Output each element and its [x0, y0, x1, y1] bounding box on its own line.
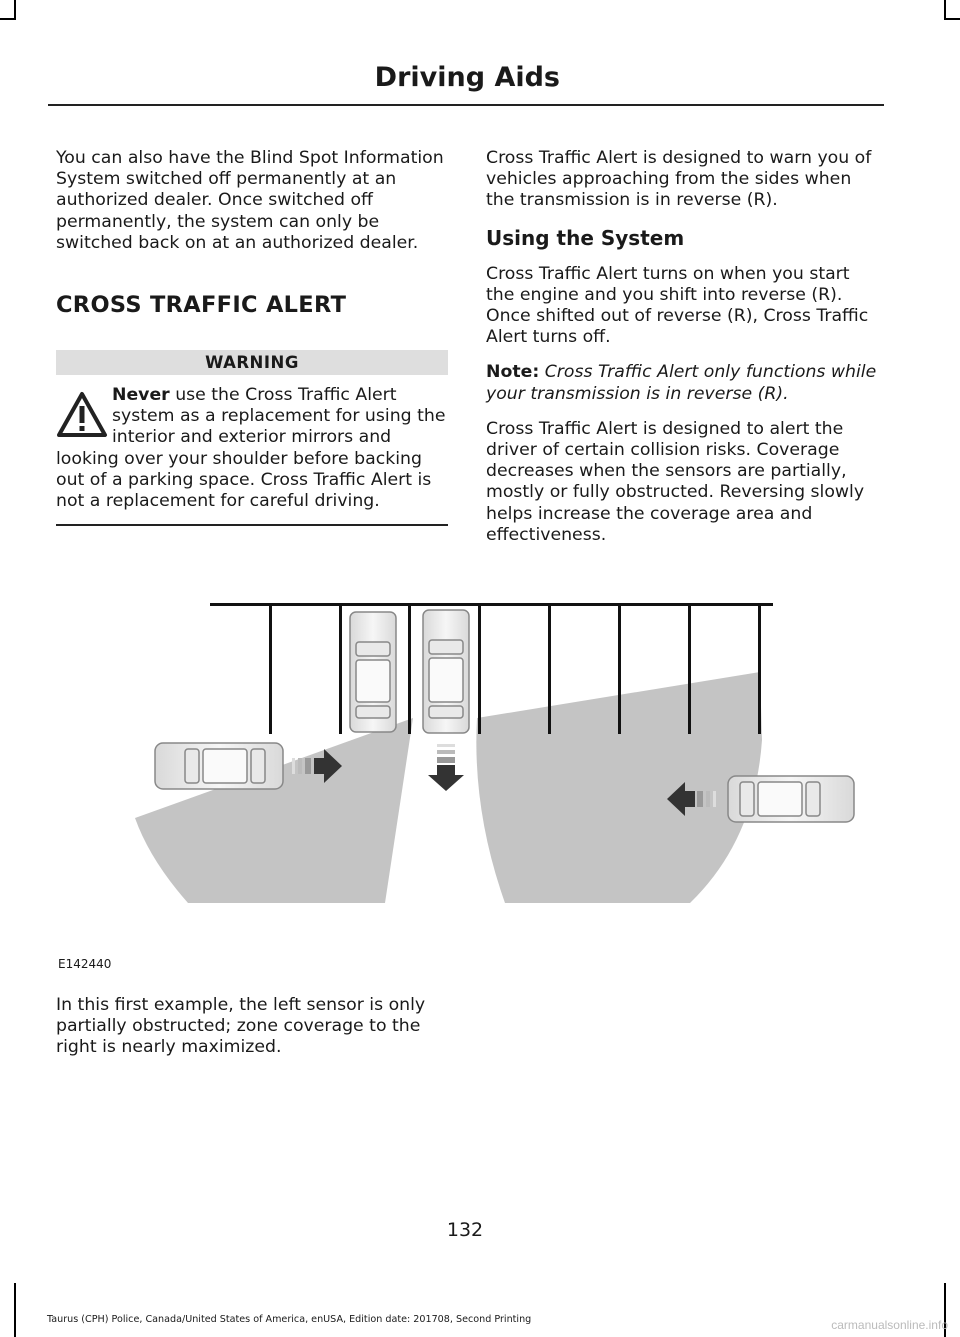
parking-line [269, 606, 272, 734]
coverage-paragraph: Cross Traffic Alert is designed to alert the driver of certain collision risks. Coverage decreases when the sensors are partially, mostly or fully obstructed. Reversing slowly helps increase the coverage area and effectiveness. [486, 418, 865, 545]
parking-line [478, 606, 481, 734]
parking-line [758, 606, 761, 734]
section-heading: CROSS TRAFFIC ALERT [56, 292, 347, 319]
crop-mark [14, 1283, 16, 1337]
note-paragraph [486, 362, 878, 404]
left-column [56, 148, 448, 526]
page-number: 132 [446, 1219, 484, 1241]
warning-lead: Never [112, 385, 170, 406]
crop-mark [14, 0, 16, 18]
crop-mark [944, 0, 946, 18]
watermark: carmanualsonline.info [831, 1318, 948, 1332]
subsection-heading: Using the System [486, 225, 685, 250]
note-label: Note: [486, 362, 540, 383]
intro-paragraph: You can also have the Blind Spot Information System switched off permanently at an authorized dealer. Once switched off permanently, the system can only be switched back on at an authorized dealer. [56, 148, 444, 253]
footer-text: Taurus (CPH) Police, Canada/United States of America, enUSA, Edition date: 201708, Second Printing [47, 1314, 532, 1325]
crop-mark [0, 18, 16, 20]
header-divider [48, 104, 884, 106]
figure-caption: In this first example, the left sensor is only partially obstructed; zone coverage to the right is nearly maximized. [56, 995, 426, 1058]
left-approaching-car [155, 743, 283, 789]
right-column [486, 148, 878, 560]
parked-car [350, 612, 396, 732]
right-approaching-car [728, 776, 854, 822]
warning-label: WARNING [56, 350, 448, 375]
warning-text: use the Cross Traffic Alert system as a replacement for using the interior and exterior mirrors and looking over your shoulder before backing out of a parking space. Cross Traffic Alert is not a replacement for careful driving. [56, 385, 446, 512]
usage-paragraph: Cross Traffic Alert turns on when you start the engine and you shift into reverse (R). Once shifted out of reverse (R), Cross Traffic Alert turns off. [486, 263, 869, 348]
warning-divider [56, 524, 448, 526]
parking-line [688, 606, 691, 734]
crop-mark [944, 18, 960, 20]
reversing-car [423, 610, 469, 733]
note-text: Cross Traffic Alert only functions while your transmission is in reverse (R). [486, 362, 877, 404]
figure-code: E142440 [58, 957, 112, 971]
page-title: Driving Aids [374, 62, 560, 93]
reverse-direction-arrow [428, 744, 464, 791]
parking-line [408, 606, 411, 734]
parking-line [548, 606, 551, 734]
warning-box [56, 385, 448, 526]
parking-back-line [210, 603, 773, 606]
parking-line [339, 606, 342, 734]
cta-intro-paragraph: Cross Traffic Alert is designed to warn you of vehicles approaching from the sides when the transmission is in reverse (R). [486, 148, 872, 211]
parking-line [618, 606, 621, 734]
cross-traffic-illustration [130, 600, 860, 910]
warning-triangle-icon [56, 391, 108, 439]
